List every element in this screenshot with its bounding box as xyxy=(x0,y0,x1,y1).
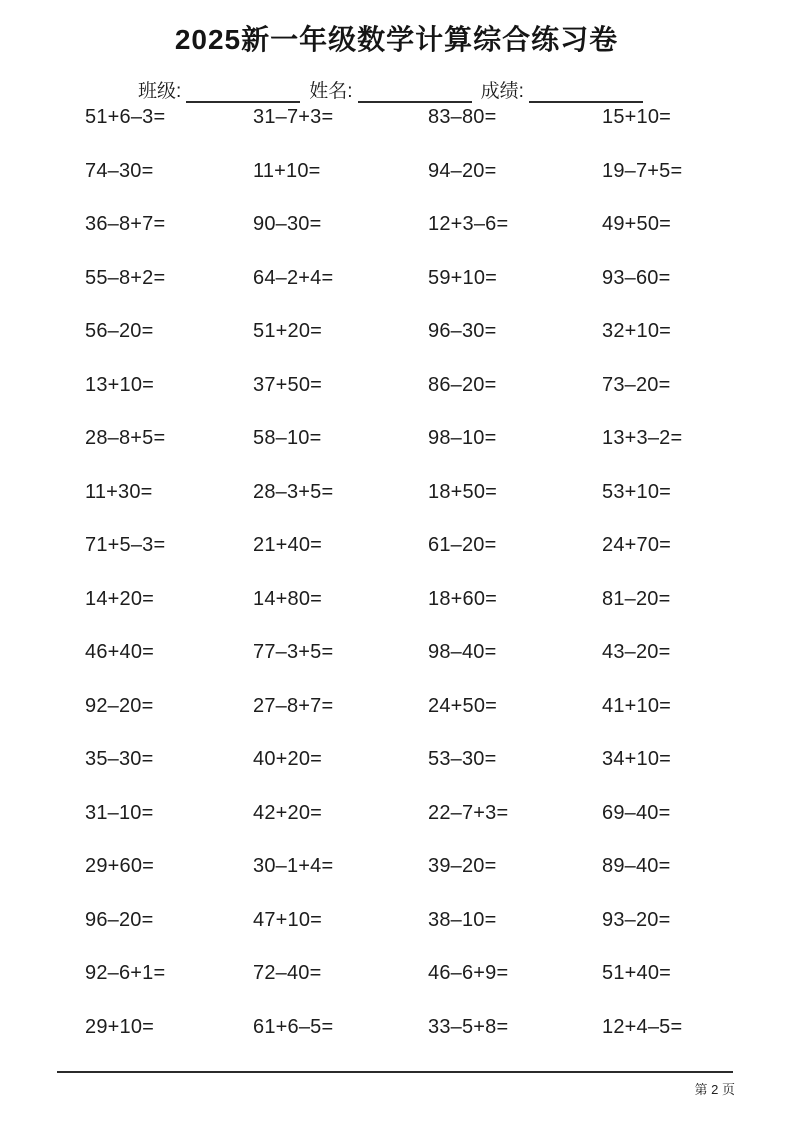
problem-cell: 24+70= xyxy=(602,534,672,557)
problems-grid xyxy=(0,91,793,1054)
problem-cell: 24+50= xyxy=(428,694,498,717)
problem-cell: 39–20= xyxy=(428,855,497,878)
problem-cell: 56–20= xyxy=(85,320,154,343)
problem-cell: 83–80= xyxy=(428,106,497,129)
problem-cell: 96–30= xyxy=(428,320,497,343)
problem-cell: 27–8+7= xyxy=(253,694,334,717)
problem-cell: 64–2+4= xyxy=(253,266,334,289)
problem-cell: 93–20= xyxy=(602,908,671,931)
problem-cell: 81–20= xyxy=(602,587,671,610)
problem-cell: 42+20= xyxy=(253,801,323,824)
page-number: 第 2 页 xyxy=(694,1082,735,1097)
problem-cell: 22–7+3= xyxy=(428,801,509,824)
problem-cell: 11+30= xyxy=(85,480,153,503)
score-field-label: 成绩: xyxy=(480,81,524,102)
problem-cell: 92–20= xyxy=(85,694,154,717)
problem-cell: 72–40= xyxy=(253,962,322,985)
problem-cell: 37+50= xyxy=(253,373,323,396)
problem-cell: 51+20= xyxy=(253,320,323,343)
problem-cell: 36–8+7= xyxy=(85,213,166,236)
footer-divider xyxy=(57,1071,733,1073)
name-field-label: 姓名: xyxy=(309,81,353,102)
problem-cell: 98–10= xyxy=(428,427,497,450)
problem-cell: 94–20= xyxy=(428,159,497,182)
problem-cell: 31–7+3= xyxy=(253,106,334,129)
problem-cell: 14+20= xyxy=(85,587,155,610)
problem-cell: 49+50= xyxy=(602,213,672,236)
problem-cell: 28–8+5= xyxy=(85,427,166,450)
problem-cell: 93–60= xyxy=(602,266,671,289)
problem-cell: 29+10= xyxy=(85,1015,155,1038)
problem-cell: 47+10= xyxy=(253,908,323,931)
problem-cell: 59+10= xyxy=(428,266,498,289)
problem-cell: 74–30= xyxy=(85,159,154,182)
problem-cell: 30–1+4= xyxy=(253,855,334,878)
problem-cell: 61+6–5= xyxy=(253,1015,334,1038)
problem-cell: 43–20= xyxy=(602,641,671,664)
problem-cell: 18+50= xyxy=(428,480,498,503)
problem-cell: 89–40= xyxy=(602,855,671,878)
problem-cell: 46+40= xyxy=(85,641,155,664)
problem-cell: 31–10= xyxy=(85,801,154,824)
problem-cell: 21+40= xyxy=(253,534,323,557)
problem-cell: 38–10= xyxy=(428,908,497,931)
problem-cell: 13+3–2= xyxy=(602,427,683,450)
problem-cell: 19–7+5= xyxy=(602,159,683,182)
problem-cell: 28–3+5= xyxy=(253,480,334,503)
problem-cell: 34+10= xyxy=(602,748,672,771)
problem-cell: 71+5–3= xyxy=(85,534,166,557)
problem-cell: 15+10= xyxy=(602,106,672,129)
problem-cell: 55–8+2= xyxy=(85,266,166,289)
problem-cell: 18+60= xyxy=(428,587,498,610)
problem-cell: 69–40= xyxy=(602,801,671,824)
problem-cell: 90–30= xyxy=(253,213,322,236)
problem-cell: 51+6–3= xyxy=(85,106,166,129)
problem-cell: 41+10= xyxy=(602,694,672,717)
problem-cell: 73–20= xyxy=(602,373,671,396)
problem-cell: 51+40= xyxy=(602,962,672,985)
problem-cell: 11+10= xyxy=(253,159,321,182)
problem-cell: 61–20= xyxy=(428,534,497,557)
problem-cell: 40+20= xyxy=(253,748,323,771)
page-title: 2025新一年级数学计算综合练习卷 xyxy=(174,24,619,55)
problem-cell: 14+80= xyxy=(253,587,323,610)
problem-cell: 86–20= xyxy=(428,373,497,396)
problem-cell: 33–5+8= xyxy=(428,1015,509,1038)
class-field-label: 班级: xyxy=(138,81,182,102)
problem-cell: 29+60= xyxy=(85,855,155,878)
problem-cell: 32+10= xyxy=(602,320,672,343)
problem-cell: 53+10= xyxy=(602,480,672,503)
problem-cell: 53–30= xyxy=(428,748,497,771)
problem-cell: 92–6+1= xyxy=(85,962,166,985)
problem-cell: 35–30= xyxy=(85,748,154,771)
problem-cell: 77–3+5= xyxy=(253,641,334,664)
problem-cell: 96–20= xyxy=(85,908,154,931)
problem-cell: 12+3–6= xyxy=(428,213,509,236)
problem-cell: 98–40= xyxy=(428,641,497,664)
problem-cell: 13+10= xyxy=(85,373,155,396)
problem-cell: 12+4–5= xyxy=(602,1015,683,1038)
problem-cell: 58–10= xyxy=(253,427,322,450)
problem-cell: 46–6+9= xyxy=(428,962,509,985)
